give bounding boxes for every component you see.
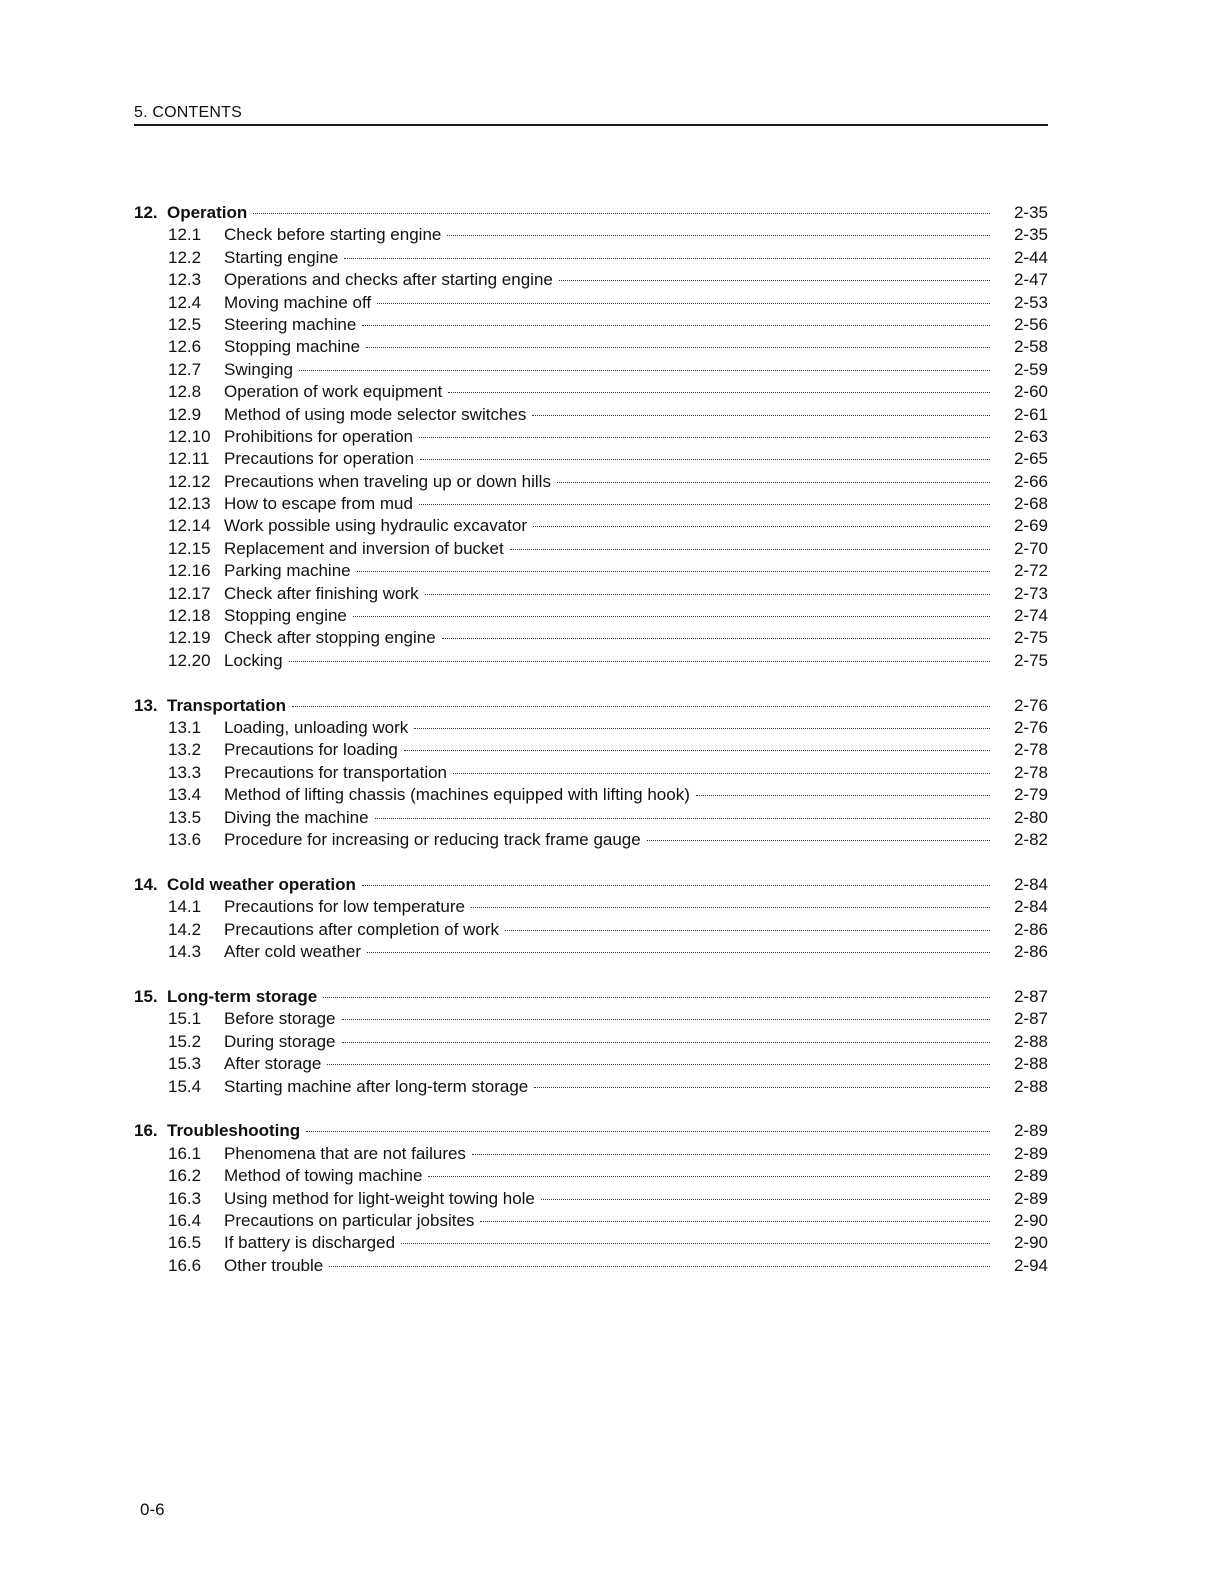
entry-page: 2-89 bbox=[1013, 1166, 1048, 1186]
entry-number: 12.18 bbox=[168, 606, 211, 626]
subsection-row bbox=[134, 1008, 1048, 1030]
entry-page: 2-65 bbox=[1013, 449, 1048, 469]
page-number: 0-6 bbox=[140, 1500, 165, 1519]
entry-number: 13.6 bbox=[168, 830, 202, 850]
dot-leader bbox=[447, 235, 990, 236]
entry-number: 13. bbox=[134, 695, 158, 715]
entry-number: 15. bbox=[134, 987, 158, 1006]
entry-page: 2-74 bbox=[1013, 606, 1048, 626]
entry-title: Method of using mode selector switches bbox=[224, 404, 527, 424]
subsection-row bbox=[134, 336, 1048, 358]
subsection-row bbox=[134, 1165, 1048, 1187]
entry-title: Precautions when traveling up or down hills bbox=[224, 471, 551, 491]
entry-number: 12.19 bbox=[168, 628, 211, 648]
entry-number: 15.3 bbox=[168, 1054, 202, 1074]
entry-page: 2-58 bbox=[1013, 337, 1048, 357]
entry-title: Precautions for operation bbox=[224, 449, 414, 469]
entry-page: 2-86 bbox=[1013, 919, 1048, 939]
entry-page: 2-76 bbox=[1013, 718, 1048, 738]
entry-number: 16.1 bbox=[168, 1143, 202, 1163]
entry-title: Steering machine bbox=[224, 314, 357, 334]
entry-page: 2-75 bbox=[1013, 628, 1048, 648]
entry-number: 15.4 bbox=[168, 1076, 202, 1096]
entry-title: Operations and checks after starting engine bbox=[224, 270, 553, 290]
subsection-row bbox=[134, 627, 1048, 649]
table-of-contents bbox=[134, 202, 1048, 1300]
entry-number: 12.17 bbox=[168, 583, 211, 603]
dot-leader bbox=[419, 437, 990, 438]
entry-page: 2-90 bbox=[1013, 1211, 1048, 1231]
dot-leader bbox=[306, 1131, 990, 1132]
entry-number: 12.1 bbox=[168, 225, 202, 245]
entry-page: 2-47 bbox=[1013, 270, 1048, 290]
entry-page: 2-68 bbox=[1013, 494, 1048, 514]
dot-leader bbox=[342, 1019, 990, 1020]
entry-title: Moving machine off bbox=[224, 292, 372, 312]
entry-number: 12.2 bbox=[168, 247, 202, 267]
header-title: 5. CONTENTS bbox=[134, 104, 242, 121]
entry-number: 16.3 bbox=[168, 1188, 202, 1208]
entry-number: 14.3 bbox=[168, 942, 202, 962]
dot-leader bbox=[366, 347, 990, 348]
entry-page: 2-80 bbox=[1013, 807, 1048, 827]
entry-title: Other trouble bbox=[224, 1255, 324, 1275]
subsection-row bbox=[134, 784, 1048, 806]
toc-section bbox=[134, 874, 1048, 964]
entry-page: 2-82 bbox=[1013, 830, 1048, 850]
section-heading-row bbox=[134, 695, 1048, 717]
entry-title: Long-term storage bbox=[167, 987, 318, 1006]
entry-page: 2-88 bbox=[1013, 1054, 1048, 1074]
entry-page: 2-66 bbox=[1013, 471, 1048, 491]
toc-section bbox=[134, 986, 1048, 1098]
entry-title: Check after finishing work bbox=[224, 583, 419, 603]
entry-number: 15.1 bbox=[168, 1009, 202, 1029]
subsection-row bbox=[134, 538, 1048, 560]
dot-leader bbox=[510, 549, 990, 550]
entry-page: 2-88 bbox=[1013, 1076, 1048, 1096]
subsection-row bbox=[134, 560, 1048, 582]
dot-leader bbox=[253, 213, 990, 214]
dot-leader bbox=[541, 1199, 990, 1200]
subsection-row bbox=[134, 739, 1048, 761]
entry-number: 16.2 bbox=[168, 1166, 202, 1186]
section-heading-row bbox=[134, 202, 1048, 224]
subsection-row bbox=[134, 247, 1048, 269]
entry-title: Stopping engine bbox=[224, 606, 347, 626]
dot-leader bbox=[453, 773, 990, 774]
subsection-row bbox=[134, 807, 1048, 829]
dot-leader bbox=[299, 370, 990, 371]
entry-title: Operation of work equipment bbox=[224, 382, 443, 402]
entry-title: Diving the machine bbox=[224, 807, 369, 827]
subsection-row bbox=[134, 448, 1048, 470]
subsection-row bbox=[134, 269, 1048, 291]
subsection-row bbox=[134, 1076, 1048, 1098]
dot-leader bbox=[480, 1221, 990, 1222]
section-heading-row bbox=[134, 1120, 1048, 1142]
entry-page: 2-53 bbox=[1013, 292, 1048, 312]
entry-number: 12.9 bbox=[168, 404, 202, 424]
entry-number: 12.6 bbox=[168, 337, 202, 357]
entry-title: Troubleshooting bbox=[167, 1121, 301, 1141]
entry-number: 12.16 bbox=[168, 561, 211, 581]
entry-title: Method of towing machine bbox=[224, 1166, 423, 1186]
entry-title: Procedure for increasing or reducing track frame gauge bbox=[224, 830, 641, 850]
entry-page: 2-61 bbox=[1013, 404, 1048, 424]
dot-leader bbox=[327, 1064, 990, 1065]
entry-page: 2-90 bbox=[1013, 1233, 1048, 1253]
toc-section bbox=[134, 695, 1048, 852]
dot-leader bbox=[471, 907, 990, 908]
subsection-row bbox=[134, 292, 1048, 314]
entry-title: Loading, unloading work bbox=[224, 718, 409, 738]
entry-number: 14. bbox=[134, 874, 158, 894]
entry-title: Check after stopping engine bbox=[224, 628, 436, 648]
entry-page: 2-69 bbox=[1013, 516, 1048, 536]
dot-leader bbox=[696, 795, 990, 796]
entry-page: 2-76 bbox=[1013, 695, 1048, 715]
subsection-row bbox=[134, 515, 1048, 537]
entry-page: 2-87 bbox=[1013, 987, 1048, 1006]
dot-leader bbox=[472, 1154, 990, 1155]
entry-number: 13.2 bbox=[168, 740, 202, 760]
subsection-row bbox=[134, 1232, 1048, 1254]
dot-leader bbox=[342, 1042, 990, 1043]
dot-leader bbox=[647, 840, 990, 841]
subsection-row bbox=[134, 224, 1048, 246]
entry-number: 12. bbox=[134, 203, 158, 222]
dot-leader bbox=[329, 1266, 990, 1267]
subsection-row bbox=[134, 359, 1048, 381]
dot-leader bbox=[557, 482, 990, 483]
subsection-row bbox=[134, 605, 1048, 627]
dot-leader bbox=[353, 616, 990, 617]
entry-number: 12.14 bbox=[168, 516, 211, 536]
subsection-row bbox=[134, 381, 1048, 403]
subsection-row bbox=[134, 919, 1048, 941]
subsection-row bbox=[134, 1053, 1048, 1075]
subsection-row bbox=[134, 650, 1048, 672]
dot-leader bbox=[404, 750, 990, 751]
dot-leader bbox=[375, 818, 990, 819]
entry-page: 2-94 bbox=[1013, 1255, 1048, 1275]
dot-leader bbox=[505, 930, 990, 931]
entry-number: 14.2 bbox=[168, 919, 202, 939]
entry-page: 2-89 bbox=[1013, 1121, 1048, 1141]
subsection-row bbox=[134, 583, 1048, 605]
entry-title: Starting engine bbox=[224, 247, 339, 267]
entry-title: After storage bbox=[224, 1054, 322, 1074]
entry-title: If battery is discharged bbox=[224, 1233, 396, 1253]
entry-page: 2-86 bbox=[1013, 942, 1048, 962]
entry-number: 16.5 bbox=[168, 1233, 202, 1253]
dot-leader bbox=[534, 1087, 990, 1088]
dot-leader bbox=[533, 526, 990, 527]
entry-number: 12.11 bbox=[168, 449, 210, 469]
entry-number: 12.8 bbox=[168, 382, 202, 402]
entry-page: 2-78 bbox=[1013, 740, 1048, 760]
dot-leader bbox=[419, 504, 990, 505]
dot-leader bbox=[414, 728, 990, 729]
entry-page: 2-89 bbox=[1013, 1143, 1048, 1163]
entry-title: Precautions for loading bbox=[224, 740, 398, 760]
entry-title: Using method for light-weight towing hole bbox=[224, 1188, 535, 1208]
entry-page: 2-84 bbox=[1013, 874, 1048, 894]
entry-title: Cold weather operation bbox=[167, 874, 356, 894]
entry-page: 2-79 bbox=[1013, 785, 1048, 805]
entry-page: 2-56 bbox=[1013, 314, 1048, 334]
entry-page: 2-78 bbox=[1013, 762, 1048, 782]
subsection-row bbox=[134, 717, 1048, 739]
entry-number: 12.12 bbox=[168, 471, 211, 491]
entry-title: Check before starting engine bbox=[224, 225, 442, 245]
subsection-row bbox=[134, 404, 1048, 426]
dot-leader bbox=[559, 280, 990, 281]
entry-title: Precautions for low temperature bbox=[224, 897, 465, 917]
subsection-row bbox=[134, 941, 1048, 963]
entry-number: 12.7 bbox=[168, 359, 202, 379]
dot-leader bbox=[289, 661, 990, 662]
entry-number: 16.4 bbox=[168, 1211, 202, 1231]
entry-page: 2-72 bbox=[1013, 561, 1048, 581]
entry-title: After cold weather bbox=[224, 942, 362, 962]
dot-leader bbox=[362, 325, 990, 326]
entry-title: Locking bbox=[224, 650, 283, 670]
entry-page: 2-70 bbox=[1013, 538, 1048, 558]
entry-title: Operation bbox=[167, 203, 248, 222]
entry-title: How to escape from mud bbox=[224, 494, 413, 514]
dot-leader bbox=[425, 594, 990, 595]
entry-title: Stopping machine bbox=[224, 337, 361, 357]
subsection-row bbox=[134, 471, 1048, 493]
entry-title: Prohibitions for operation bbox=[224, 426, 414, 446]
subsection-row bbox=[134, 1143, 1048, 1165]
entry-number: 14.1 bbox=[168, 897, 202, 917]
entry-number: 12.20 bbox=[168, 650, 211, 670]
subsection-row bbox=[134, 829, 1048, 851]
subsection-row bbox=[134, 493, 1048, 515]
entry-title: Parking machine bbox=[224, 561, 351, 581]
dot-leader bbox=[357, 571, 990, 572]
section-heading-row bbox=[134, 874, 1048, 896]
entry-number: 12.4 bbox=[168, 292, 202, 312]
entry-page: 2-89 bbox=[1013, 1188, 1048, 1208]
entry-page: 2-35 bbox=[1013, 203, 1048, 222]
entry-title: Transportation bbox=[167, 695, 287, 715]
subsection-row bbox=[134, 1031, 1048, 1053]
dot-leader bbox=[428, 1176, 990, 1177]
entry-page: 2-75 bbox=[1013, 650, 1048, 670]
entry-title: Starting machine after long-term storage bbox=[224, 1076, 529, 1096]
entry-title: Precautions on particular jobsites bbox=[224, 1211, 475, 1231]
entry-number: 16. bbox=[134, 1121, 158, 1141]
dot-leader bbox=[367, 952, 990, 953]
entry-title: Phenomena that are not failures bbox=[224, 1143, 466, 1163]
subsection-row bbox=[134, 1255, 1048, 1277]
dot-leader bbox=[377, 303, 990, 304]
entry-page: 2-59 bbox=[1013, 359, 1048, 379]
entry-page: 2-63 bbox=[1013, 426, 1048, 446]
entry-title: Method of lifting chassis (machines equipped with lifting hook) bbox=[224, 785, 690, 805]
entry-page: 2-35 bbox=[1013, 225, 1048, 245]
entry-number: 12.10 bbox=[168, 426, 211, 446]
entry-title: Precautions for transportation bbox=[224, 762, 448, 782]
entry-number: 12.15 bbox=[168, 538, 211, 558]
entry-title: Before storage bbox=[224, 1009, 336, 1029]
entry-title: Replacement and inversion of bucket bbox=[224, 538, 504, 558]
entry-page: 2-87 bbox=[1013, 1009, 1048, 1029]
dot-leader bbox=[362, 885, 990, 886]
entry-page: 2-84 bbox=[1013, 897, 1048, 917]
dot-leader bbox=[292, 706, 990, 707]
page-header bbox=[134, 102, 1048, 126]
entry-number: 12.3 bbox=[168, 270, 202, 290]
entry-number: 15.2 bbox=[168, 1031, 202, 1051]
entry-page: 2-88 bbox=[1013, 1031, 1048, 1051]
entry-title: Work possible using hydraulic excavator bbox=[224, 516, 527, 536]
entry-number: 13.3 bbox=[168, 762, 202, 782]
entry-number: 13.1 bbox=[168, 718, 202, 738]
entry-number: 12.5 bbox=[168, 314, 202, 334]
entry-title: Precautions after completion of work bbox=[224, 919, 499, 939]
entry-page: 2-73 bbox=[1013, 583, 1048, 603]
entry-number: 12.13 bbox=[168, 494, 211, 514]
dot-leader bbox=[532, 415, 990, 416]
entry-number: 13.5 bbox=[168, 807, 202, 827]
entry-number: 13.4 bbox=[168, 785, 202, 805]
entry-title: Swinging bbox=[224, 359, 293, 379]
dot-leader bbox=[442, 638, 990, 639]
subsection-row bbox=[134, 426, 1048, 448]
subsection-row bbox=[134, 762, 1048, 784]
subsection-row bbox=[134, 314, 1048, 336]
entry-page: 2-60 bbox=[1013, 382, 1048, 402]
dot-leader bbox=[323, 997, 990, 998]
dot-leader bbox=[401, 1243, 990, 1244]
entry-title: During storage bbox=[224, 1031, 336, 1051]
dot-leader bbox=[344, 258, 990, 259]
subsection-row bbox=[134, 1210, 1048, 1232]
entry-page: 2-44 bbox=[1013, 247, 1048, 267]
dot-leader bbox=[420, 459, 990, 460]
toc-section bbox=[134, 1120, 1048, 1277]
entry-number: 16.6 bbox=[168, 1255, 202, 1275]
subsection-row bbox=[134, 896, 1048, 918]
subsection-row bbox=[134, 1188, 1048, 1210]
dot-leader bbox=[448, 392, 990, 393]
toc-section bbox=[134, 202, 1048, 672]
section-heading-row bbox=[134, 986, 1048, 1008]
